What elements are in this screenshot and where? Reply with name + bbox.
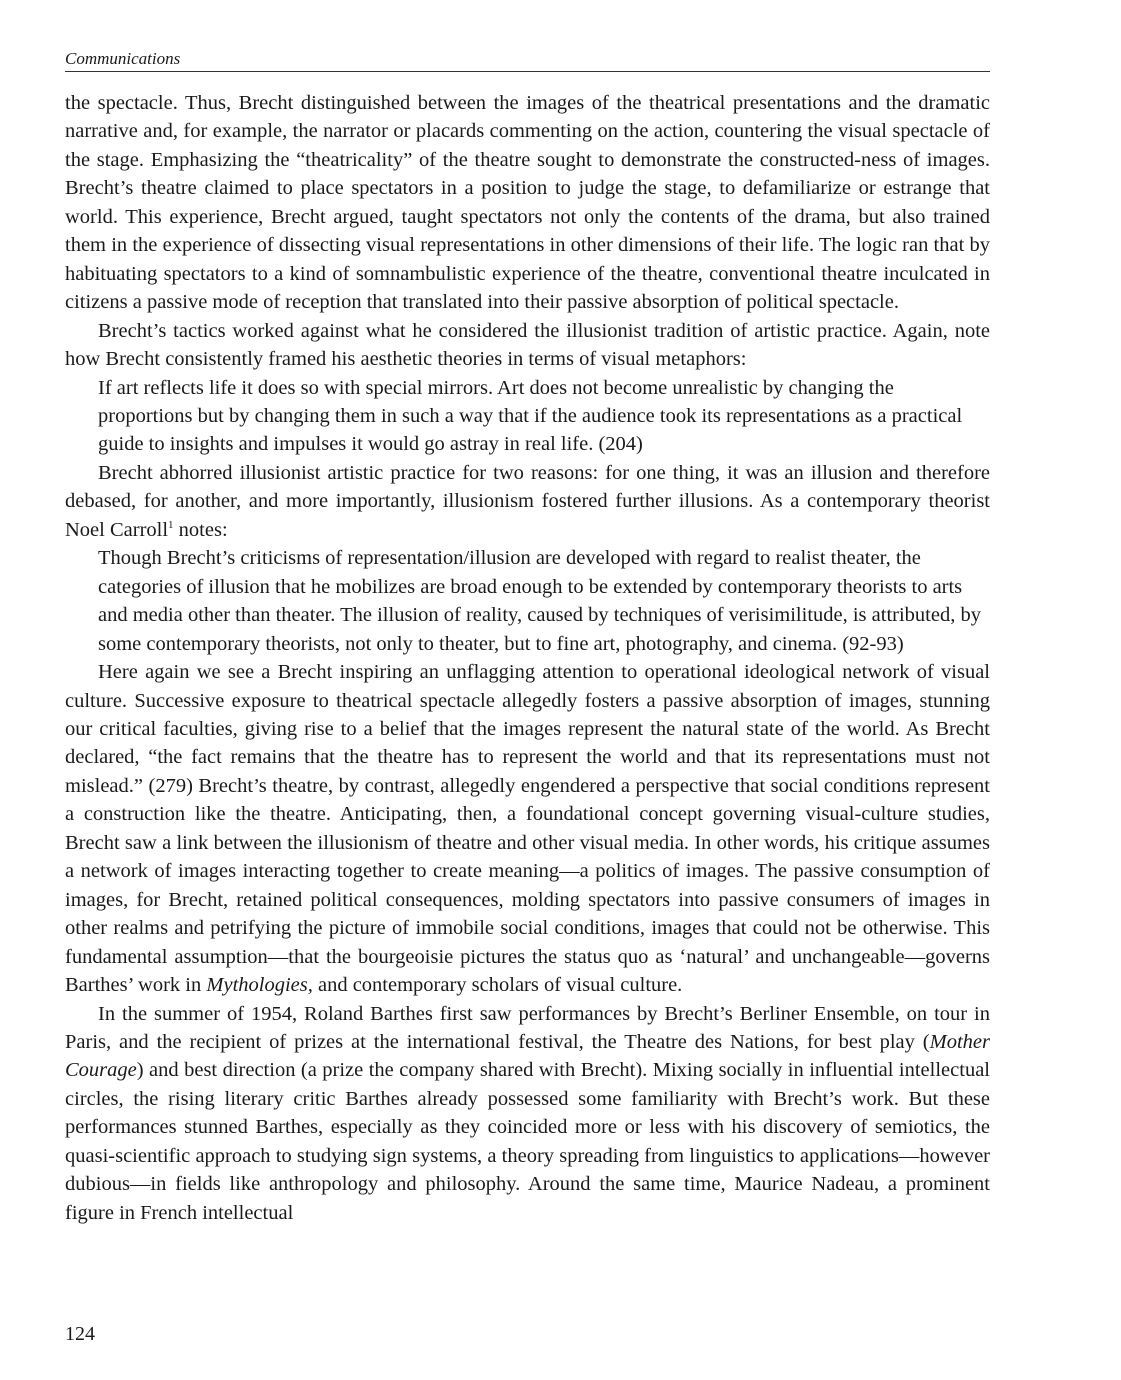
running-title: Communications [65, 49, 181, 68]
body-text [65, 89, 990, 1227]
paragraph-4-tail: and contemporary scholars of visual culture. [312, 974, 683, 997]
paragraph-3 [65, 459, 990, 544]
paragraph-4-text: Here again we see a Brecht inspiring an unflagging attention to operational ideological network of visual culture. Successive exposure to theatrical spectacle allegedly fosters a passive absorption of images, stunning our critical faculties, giving rise to a belief that the images represent the natural state of the world. As Brecht declared, “the fact remains that the theatre has to represent the world and that its representations must not mislead.” (279) Brecht’s theatre, by contrast, allegedly engendered a perspective that social conditions represent a construction like the theatre. Anticipating, then, a foundational concept governing visual-culture studies, Brecht saw a link between the illusionism of theatre and other visual media. In other words, his critique assumes a network of images interacting together to create meaning—a politics of images. The passive consumption of images, for Brecht, retained political consequences, molding spectators into passive consumers of images in other realms and petrifying the picture of immobile social conditions, images that could not be otherwise. This fundamental assumption—that the bourgeoisie pictures the status quo as ‘natural’ and unchangeable—governs Barthes’ work in [65, 661, 990, 997]
block-quote-2: Though Brecht’s criticisms of representation/illusion are developed with regard to realist theater, the categories of illusion that he mobilizes are broad enough to be extended by contemporary theorists to arts and media other than theater. The illusion of reality, caused by techniques of verisimilitude, is attributed, by some contemporary theorists, not only to theater, but to fine art, photography, and cinema. (92-93) [98, 547, 981, 655]
paragraph-5 [65, 1000, 990, 1228]
paragraph-3-text: Brecht abhorred illusionist artistic practice for two reasons: for one thing, it was an illusion and therefore debased, for another, and more importantly, illusionism fostered further illusions. As a contemporary theorist Noel Carroll [65, 461, 990, 541]
paragraph-5-text: In the summer of 1954, Roland Barthes first saw performances by Brecht’s Berliner Ensemble, on tour in Paris, and the recipient of prizes at the international festival, the Theatre des Nations, for best play ( [65, 1002, 990, 1053]
paragraph-4 [65, 658, 990, 999]
page-number: 124 [65, 1323, 95, 1345]
book-title-mythologies: Mythologies, [206, 974, 313, 997]
running-head [65, 48, 990, 72]
footnote-marker: 1 [168, 518, 174, 531]
paragraph-2: Brecht’s tactics worked against what he considered the illusionist tradition of artistic practice. Again, note how Brecht consistently framed his aesthetic theories in terms of visual metaphors: [65, 319, 990, 371]
play-title-mother-courage: Mother Courage [65, 1030, 990, 1082]
paragraph-3-tail: notes: [173, 518, 228, 541]
paragraph-1: the spectacle. Thus, Brecht distinguished between the images of the theatrical presentations and the dramatic narrative and, for example, the narrator or placards commenting on the action, countering the visual spectacle of the stage. Emphasizing the “theatricality” of the theatre sought to demonstrate the constructed-ness of images. Brecht’s theatre claimed to place spectators in a position to judge the stage, to defamiliarize or estrange that world. This experience, Brecht argued, taught spectators not only the contents of the drama, but also trained them in the experience of dissecting visual representations in other dimensions of their life. The logic ran that by habituating spectators to a kind of somnambulistic experience of the theatre, conventional theatre inculcated in citizens a passive mode of reception that translated into their passive absorption of political spectacle. [65, 92, 990, 314]
paragraph-5-tail: ) and best direction (a prize the company shared with Brecht). Mixing socially in influential intellectual circles, the rising literary critic Barthes already possessed some familiarity with Brecht’s work. But these performances stunned Barthes, especially as they coincided more or less with his discovery of semiotics, the quasi-scientific approach to studying sign systems, a theory spreading from linguistics to applications—however dubious—in fields like anthropology and philosophy. Around the same time, Maurice Nadeau, a prominent figure in French intellectual [65, 1059, 990, 1224]
block-quote-1: If art reflects life it does so with special mirrors. Art does not become unrealistic by changing the proportions but by changing them in such a way that if the audience took its representations as a practical guide to insights and impulses it would go astray in real life. (204) [98, 376, 963, 456]
